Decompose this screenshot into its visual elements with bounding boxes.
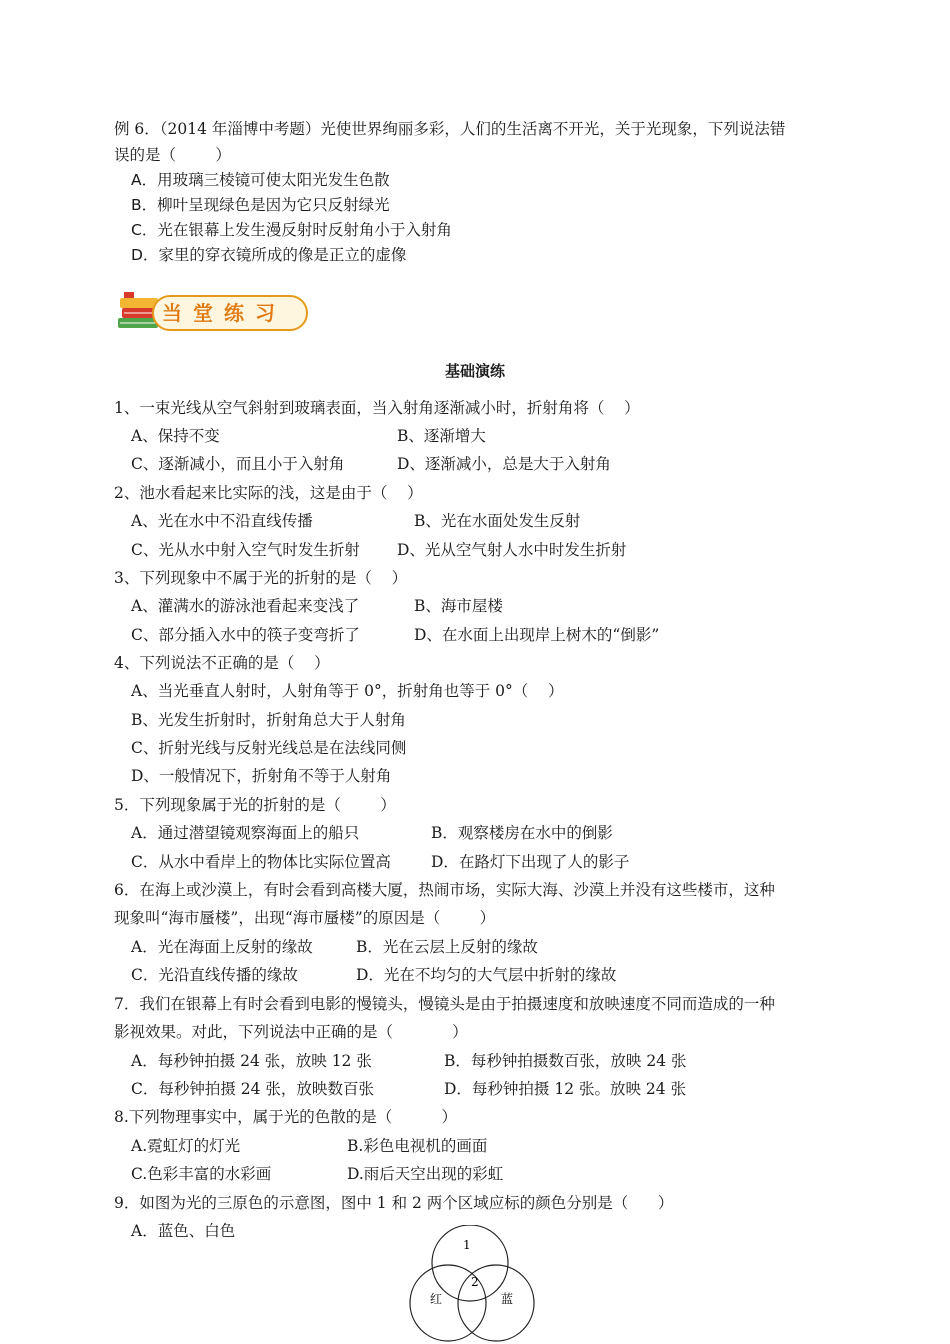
q7-option-c: C．每秒钟拍摄 24 张，放映数百张 — [131, 1080, 374, 1098]
circle-top — [432, 1225, 508, 1301]
q5-option-c: C．从水中看岸上的物体比实际位置高 — [131, 853, 391, 871]
q3-option-d: D、在水面上出现岸上树木的“倒影” — [414, 626, 660, 644]
q8-stem: 8.下列物理事实中，属于光的色散的是（ ） — [114, 1108, 458, 1126]
q5-option-a: A．通过潜望镜观察海面上的船只 — [131, 824, 360, 842]
q4-option-a: A、当光垂直人射时，人射角等于 0°，折射角也等于 0°（ ） — [131, 682, 564, 700]
q6-stem-line-1: 6．在海上或沙漠上，有时会看到高楼大厦，热闹市场，实际大海、沙漠上并没有这些楼市，这种 — [114, 881, 775, 899]
q5-stem: 5．下列现象属于光的折射的是（ ） — [114, 796, 396, 814]
q7-option-a: A．每秒钟拍摄 24 张，放映 12 张 — [131, 1052, 372, 1070]
q4-option-c: C、折射光线与反射光线总是在法线同侧 — [131, 739, 407, 757]
q8-option-b: B.彩色电视机的画面 — [347, 1137, 488, 1155]
q5-option-d: D．在路灯下出现了人的影子 — [431, 853, 630, 871]
practice-banner — [114, 288, 310, 336]
example-stem-line-1: 例 6．（2014 年淄博中考题）光使世界绚丽多彩，人们的生活离不开光，关于光现象，下列说法错 — [114, 120, 786, 138]
q3-option-b: B、海市屋楼 — [414, 597, 503, 615]
q2-option-b: B、光在水面处发生反射 — [414, 512, 581, 530]
q1-option-c: C、逐渐减小，而且小于入射角 — [131, 455, 345, 473]
q6-stem-line-2: 现象叫“海市蜃楼”，出现“海市蜃楼”的原因是（ ） — [114, 909, 496, 927]
q4-stem: 4、下列说法不正确的是（ ） — [114, 654, 330, 672]
q1-option-b: B、逐渐增大 — [397, 427, 486, 445]
q4-option-d: D、一般情况下，折射角不等于人射角 — [131, 767, 392, 785]
q8-option-c: C.色彩丰富的水彩画 — [131, 1165, 272, 1183]
q6-option-c: C．光沿直线传播的缘故 — [131, 966, 298, 984]
q1-option-d: D、逐渐减小，总是大于入射角 — [397, 455, 611, 473]
q8-option-a: A.霓虹灯的灯光 — [131, 1137, 241, 1155]
q2-option-c: C、光从水中射入空气时发生折射 — [131, 541, 360, 559]
q3-option-c: C、部分插入水中的筷子变弯折了 — [131, 626, 360, 644]
example-option-d: D．家里的穿衣镜所成的像是正立的虚像 — [131, 246, 407, 264]
label-red: 红 — [430, 1292, 443, 1306]
q7-stem-line-2: 影视效果。对此，下列说法中正确的是（ ） — [114, 1023, 468, 1041]
q6-option-d: D．光在不均匀的大气层中折射的缘故 — [356, 966, 617, 984]
example-option-b: B．柳叶呈现绿色是因为它只反射绿光 — [131, 196, 390, 214]
q7-option-d: D．每秒钟拍摄 12 张。放映 24 张 — [444, 1080, 687, 1098]
q7-stem-line-1: 7．我们在银幕上有时会看到电影的慢镜头，慢镜头是由于拍摄速度和放映速度不同而造成的一种 — [114, 995, 775, 1013]
q2-option-a: A、光在水中不沿直线传播 — [131, 512, 313, 530]
q5-option-b: B．观察楼房在水中的倒影 — [431, 824, 613, 842]
q1-stem: 1、一束光线从空气斜射到玻璃表面，当入射角逐渐减小时，折射角将（ ） — [114, 399, 640, 417]
example-option-c: C．光在银幕上发生漫反射时反射角小于入射角 — [131, 221, 452, 239]
q9-stem: 9．如图为光的三原色的示意图，图中 1 和 2 两个区域应标的颜色分别是（ ） — [114, 1194, 674, 1212]
circle-blue — [458, 1265, 534, 1341]
label-region-2: 2 — [471, 1275, 479, 1289]
q4-option-b: B、光发生折射时，折射角总大于人射角 — [131, 711, 406, 729]
q3-option-a: A、灌满水的游泳池看起来变浅了 — [131, 597, 360, 615]
q7-option-b: B．每秒钟拍摄数百张，放映 24 张 — [444, 1052, 687, 1070]
q3-stem: 3、下列现象中不属于光的折射的是（ ） — [114, 569, 408, 587]
label-region-1: 1 — [463, 1238, 471, 1252]
q6-option-a: A．光在海面上反射的缘故 — [131, 938, 313, 956]
q9-option-a: A．蓝色、白色 — [131, 1222, 236, 1240]
label-blue: 蓝 — [501, 1292, 514, 1306]
q6-option-b: B．光在云层上反射的缘故 — [356, 938, 538, 956]
primary-colors-diagram — [405, 1225, 545, 1344]
q1-option-a: A、保持不变 — [131, 427, 220, 445]
example-stem-line-2: 误的是（ ） — [114, 146, 231, 164]
example-option-a: A．用玻璃三棱镜可使太阳光发生色散 — [131, 171, 390, 189]
q8-option-d: D.雨后天空出现的彩虹 — [347, 1165, 504, 1183]
q2-stem: 2、池水看起来比实际的浅，这是由于（ ） — [114, 484, 423, 502]
q2-option-d: D、光从空气射人水中时发生折射 — [397, 541, 627, 559]
banner-label: 当堂练习 — [162, 301, 286, 325]
section-title: 基础演练 — [444, 362, 505, 380]
